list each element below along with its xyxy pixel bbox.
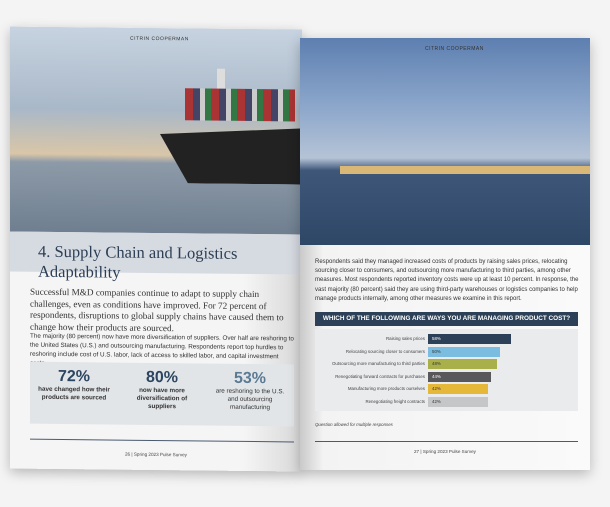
chart-row	[315, 347, 578, 357]
footer-rule	[30, 439, 294, 443]
stat-text: now have more diversification of suppliers	[136, 386, 188, 411]
stat-text: are reshoring to the U.S. and outsourcing manufacturing	[215, 387, 285, 412]
bar: 42%	[428, 397, 488, 407]
section-title: 4. Supply Chain and Logistics Adaptability	[38, 241, 238, 282]
body-paragraph: The majority (80 percent) now have more diversification of suppliers. Over half are reshoring to the United States (U.S.) and outsourcing manufacturing. Respondents report top hurdles to reshoring include cost of U.S. labor, lack of access to skilled labor, and capital investment	[30, 332, 294, 361]
chart-row	[315, 359, 578, 369]
page-footer: 27 | Spring 2023 Pulse Survey	[414, 449, 476, 454]
category-label: Manufacturing more products ourselves	[347, 386, 425, 391]
stat-item	[210, 370, 290, 427]
lead-paragraph: Successful M&D companies continue to adapt to supply chain challenges, even as conditions have improved. For 72 percent of respondents, disruptions to global supply chains have caused them to change how their products are sourced.	[30, 286, 284, 333]
chart-row	[315, 334, 578, 344]
bar: 50%	[428, 347, 500, 357]
stat-text: have changed how their products are sourced	[38, 385, 110, 402]
stat-item	[34, 368, 114, 425]
chart-row	[315, 372, 578, 382]
bar: 58%	[428, 334, 511, 344]
body-paragraph: Respondents said they managed increased costs of products by raising sales prices, relocating sourcing closer to consumers, and outsourcing more manufacturing to third parties, among other measures. Most respondents reported inventory costs were up at least 10 percent. In response, the vast majority (80 percent) said they are using third-party warehouses or logistics companies to help manage products internally, among other measures we examine in this report.	[315, 259, 579, 302]
bar: 48%	[428, 359, 497, 369]
left-page	[10, 26, 302, 471]
bar: 42%	[428, 384, 488, 394]
bar-chart	[315, 329, 578, 411]
harbor-pier-photo	[300, 38, 590, 245]
category-label: Renegotiating freight contracts	[365, 398, 425, 404]
category-label: Outsourcing more manufacturing to third parties	[332, 361, 425, 366]
stats-panel	[30, 362, 294, 427]
chart-row	[315, 397, 578, 407]
footer-rule	[315, 441, 578, 442]
category-label: Renegotiating forward contracts for purchases	[335, 373, 425, 379]
stat-value: 80%	[145, 368, 179, 387]
bar: 44%	[428, 372, 491, 382]
brand-header: CITRIN COOPERMAN	[130, 35, 189, 43]
page-footer: 26 | Spring 2023 Pulse Survey	[125, 451, 187, 458]
stat-item	[122, 369, 202, 426]
chart-row	[315, 384, 578, 394]
stat-value: 72%	[57, 367, 91, 386]
category-label: Relocating sourcing closer to consumers	[345, 348, 425, 354]
cargo-ship-photo	[10, 26, 302, 234]
stat-value: 53%	[233, 369, 267, 388]
brand-header: CITRIN COOPERMAN	[425, 46, 484, 52]
right-page	[300, 38, 590, 470]
category-label: Raising sales prices	[385, 336, 425, 341]
chart-title: WHICH OF THE FOLLOWING ARE WAYS YOU ARE MANAGING PRODUCT COST?	[315, 312, 578, 326]
chart-note: Question allowed for multiple responses	[315, 422, 393, 427]
